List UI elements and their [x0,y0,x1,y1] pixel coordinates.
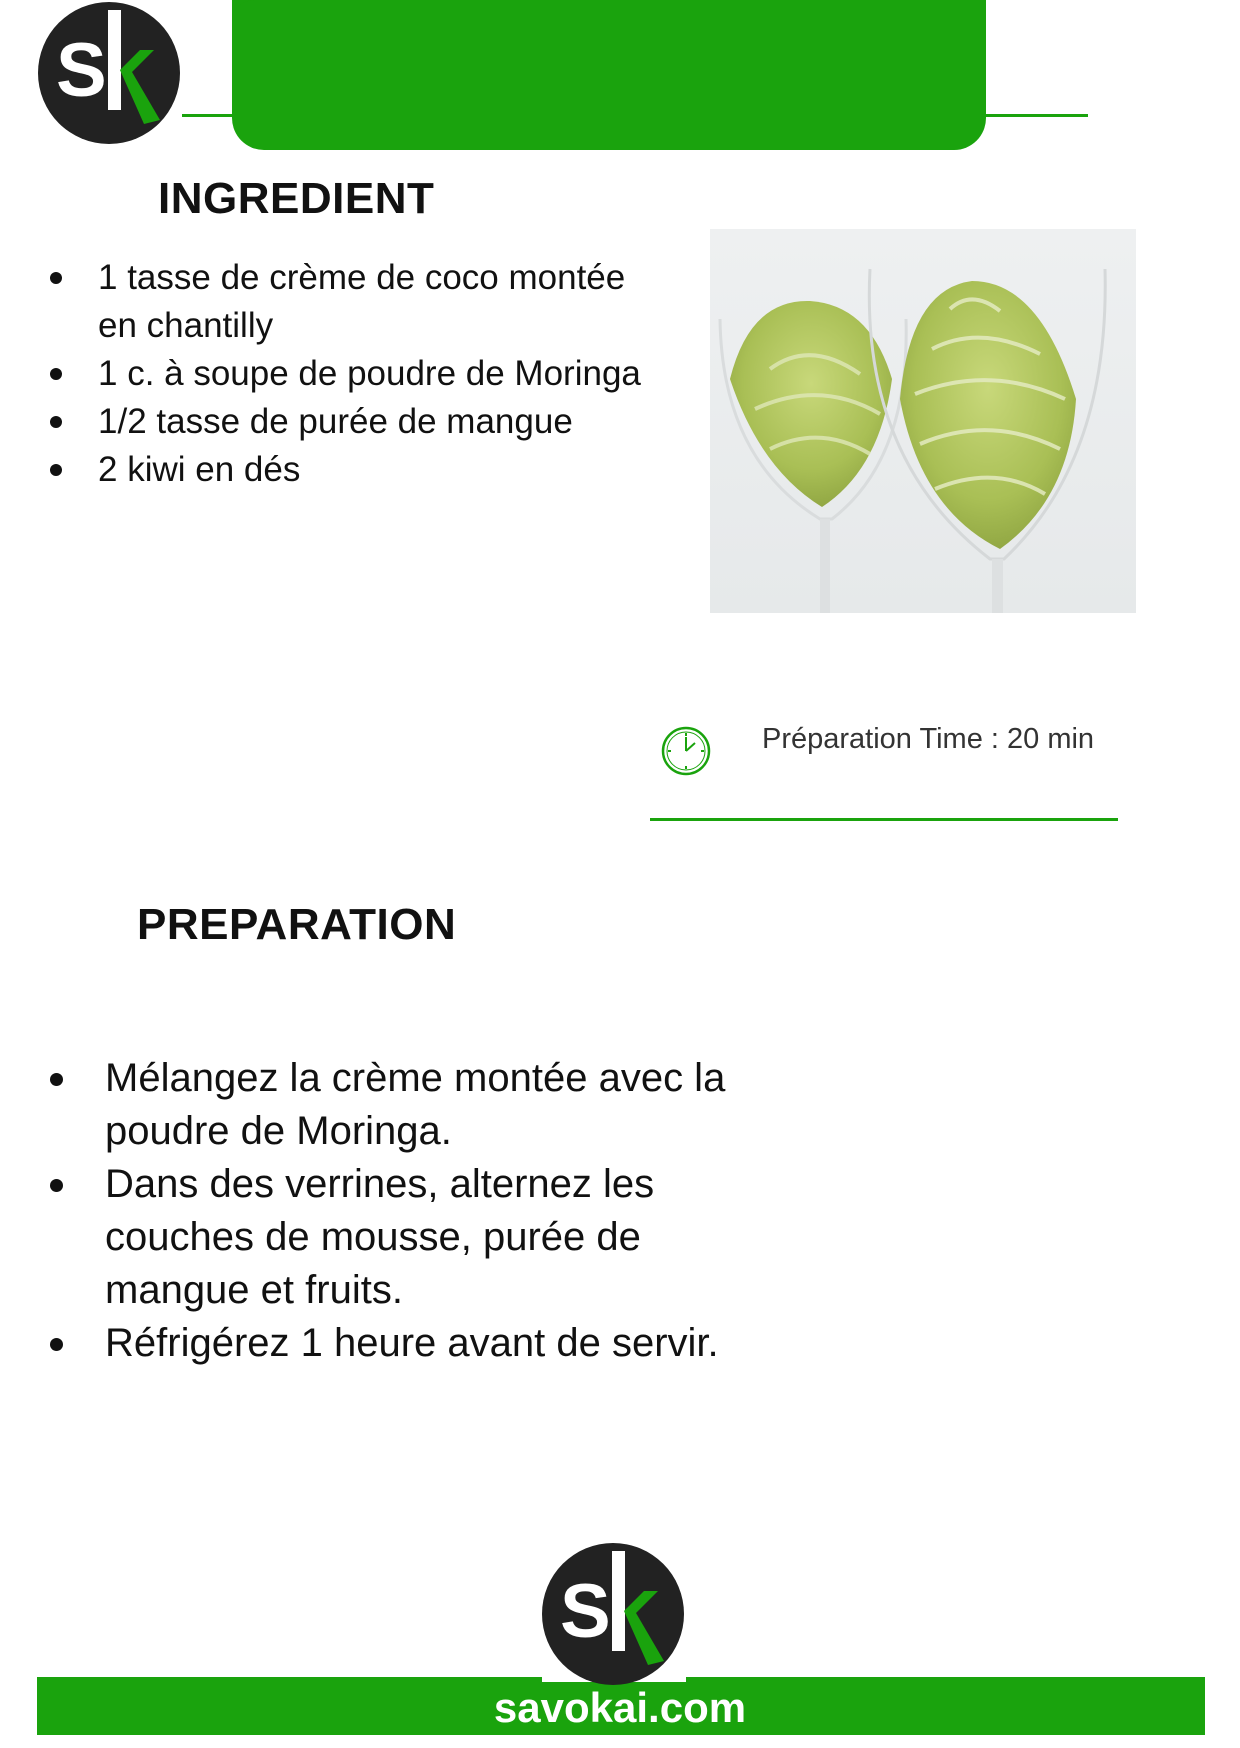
bullet-icon [50,272,62,284]
bullet-icon [50,368,62,380]
preparation-heading: PREPARATION [137,900,457,949]
bullet-icon [50,1338,63,1351]
dessert-glasses-icon [710,229,1136,613]
list-item [50,254,650,350]
list-item [50,1158,770,1317]
time-underline [650,818,1118,821]
ingredient-heading: INGREDIENT [158,174,435,223]
website-link[interactable]: savokai.com [493,1684,747,1731]
ingredient-text: 2 kiwi en dés [98,450,301,489]
ingredient-list [50,254,650,494]
bullet-icon [50,1179,63,1192]
list-item [50,1317,770,1370]
preparation-time: Préparation Time : 20 min [762,723,1095,755]
ingredient-text: 1 tasse de crème de coco montée en chantilly [98,258,626,345]
list-item [50,1052,770,1158]
bullet-icon [50,416,62,428]
svg-text:S: S [56,28,107,113]
step-text: Mélangez la crème montée avec la poudre de Moringa. [105,1056,726,1153]
header-line-right [980,114,1088,117]
list-item [50,350,650,398]
preparation-list [50,1052,770,1370]
sk-logo-icon [540,1541,686,1687]
ingredient-text: 1 c. à soupe de poudre de Moringa [98,354,641,393]
svg-text:S: S [560,1569,611,1654]
list-item [50,398,650,446]
bullet-icon [50,464,62,476]
sk-logo-icon [36,0,182,146]
header-banner [232,0,986,150]
bullet-icon [50,1073,63,1086]
dessert-photo [710,229,1136,613]
step-text: Réfrigérez 1 heure avant de servir. [105,1321,719,1365]
ingredient-text: 1/2 tasse de purée de mangue [98,402,573,441]
clock-icon [660,725,712,777]
list-item [50,446,650,494]
step-text: Dans des verrines, alternez les couches de mousse, purée de mangue et fruits. [105,1162,655,1312]
